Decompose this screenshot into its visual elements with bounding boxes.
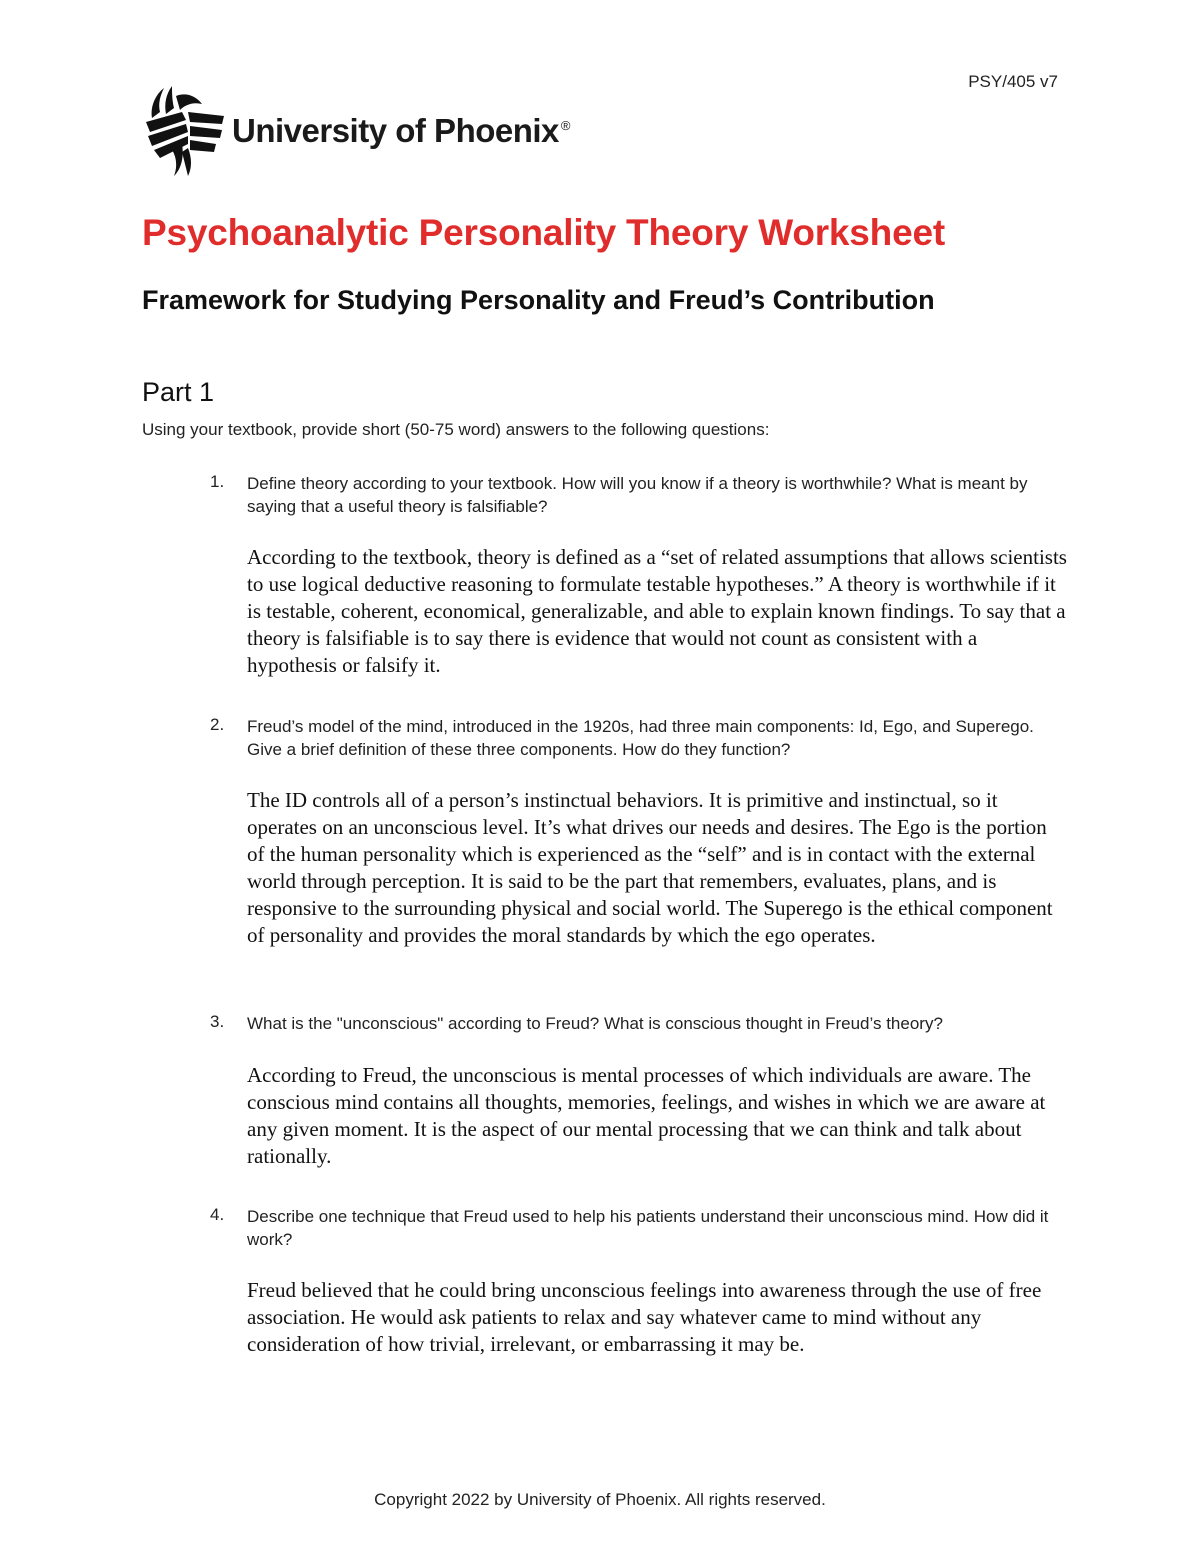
question-text: What is the "unconscious" according to Freud? What is conscious thought in Freud’s theory? xyxy=(247,1014,943,1033)
document-title: Psychoanalytic Personality Theory Worksheet xyxy=(142,212,945,253)
part-title: Part 1 xyxy=(142,377,215,407)
copyright-footer: Copyright 2022 by University of Phoenix. All rights reserved. xyxy=(374,1490,826,1509)
question-text: Describe one technique that Freud used to help his patients understand their unconscious mind. How did it work? xyxy=(247,1207,1049,1249)
answer-text: According to the textbook, theory is defined as a “set of related assumptions that allows scientists to use logical deductive reasoning to formulate testable hypotheses.” A theory is worthwhile if it is testable, coherent, economical, generalizable, and able to explain known findings. To say that a theory is falsifiable is to say there is evidence that would not count as consistent with a hypothesis or falsify it. xyxy=(247,545,1067,677)
document-subtitle: Framework for Studying Personality and Freud’s Contribution xyxy=(142,285,935,315)
university-logo xyxy=(142,82,582,178)
question-text: Freud’s model of the mind, introduced in the 1920s, had three main components: Id, Ego, and Superego. Give a brief definition of these three components. How do they function? xyxy=(247,717,1034,759)
instructions: Using your textbook, provide short (50-75 word) answers to the following questions: xyxy=(142,420,770,439)
question-number: 1. xyxy=(210,472,225,491)
question-text: Define theory according to your textbook. How will you know if a theory is worthwhile? What is meant by saying that a useful theory is falsifiable? xyxy=(247,474,1028,516)
answer-text: The ID controls all of a person’s instinctual behaviors. It is primitive and instinctual, so it operates on an unconscious level. It’s what drives our needs and desires. The Ego is the portion of the human personality which is experienced as the “self” and is in contact with the external world through perception. It is said to be the part that remembers, evaluates, plans, and is responsive to the surrounding physical and social world. The Superego is the ethical component of personality and provides the moral standards by which the ego operates. xyxy=(247,788,1053,947)
phoenix-bird-icon xyxy=(142,82,226,178)
logo-text: University of Phoenix xyxy=(232,112,559,149)
answer-text: Freud believed that he could bring unconscious feelings into awareness through the use of free association. He would ask patients to relax and say whatever came to mind without any consideration of how trivial, irrelevant, or embarrassing it may be. xyxy=(247,1278,1042,1356)
course-code: PSY/405 v7 xyxy=(968,72,1058,91)
question-number: 2. xyxy=(210,715,225,734)
question-number: 4. xyxy=(210,1205,225,1224)
registered-mark: ® xyxy=(560,118,571,133)
answer-text: According to Freud, the unconscious is mental processes of which individuals are aware. The conscious mind contains all thoughts, memories, feelings, and wishes in which we are aware at any given moment. It is the aspect of our mental processing that we can think and talk about rationally. xyxy=(247,1063,1046,1168)
logo-wordmark xyxy=(232,112,570,150)
question-number: 3. xyxy=(210,1012,225,1031)
